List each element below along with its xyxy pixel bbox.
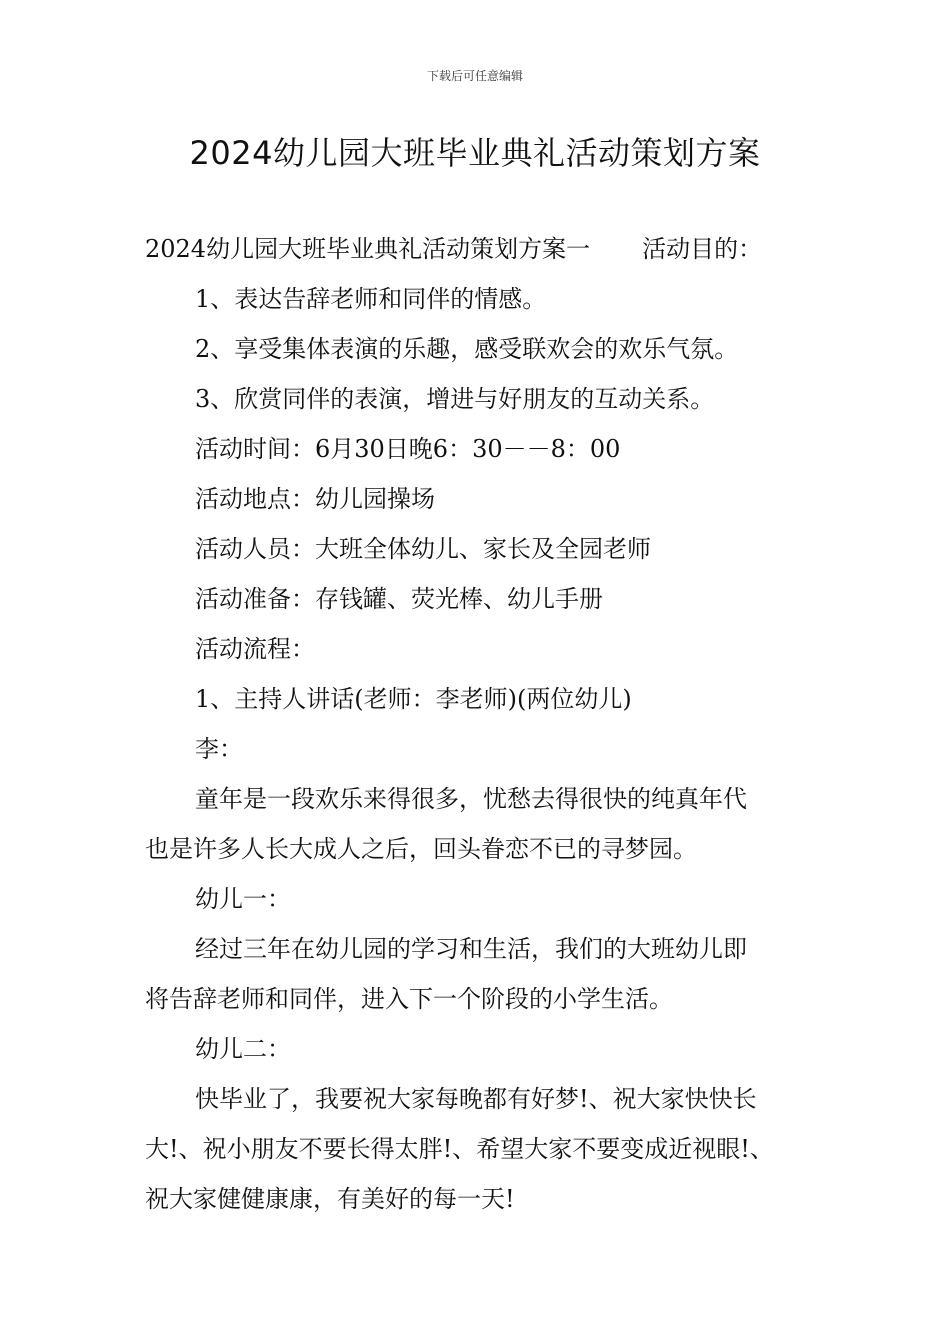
speaker-child-two: 幼儿二： [195,1035,291,1063]
host-speech-heading: 1、主持人讲话(老师：李老师)(两位幼儿) [195,685,632,713]
document-body [145,227,815,1227]
paragraph-line: 童年是一段欢乐来得很多，忧愁去得很快的纯真年代 [195,785,747,813]
activity-participants: 活动人员：大班全体幼儿、家长及全园老师 [195,535,651,563]
paragraph-line: 祝大家健健康康，有美好的每一天! [145,1185,515,1213]
intro-goal-heading: 活动目的： [642,235,763,263]
goal-item: 3、欣赏同伴的表演，增进与好朋友的互动关系。 [195,385,715,413]
paragraph-line: 将告辞老师和同伴，进入下一个阶段的小学生活。 [145,985,673,1013]
speaker-li: 李： [195,735,243,763]
activity-time: 活动时间：6月30日晚6：30－－8：00 [195,435,621,463]
intro-line [145,227,815,277]
paragraph-line: 大!、祝小朋友不要长得太胖!、希望大家不要变成近视眼!、 [145,1135,774,1163]
activity-preparation: 活动准备：存钱罐、荧光棒、幼儿手册 [195,585,603,613]
document-title: 2024幼儿园大班毕业典礼活动策划方案 [189,134,761,172]
paragraph-line: 快毕业了，我要祝大家每晚都有好梦!、祝大家快快长 [195,1085,757,1113]
speaker-child-one: 幼儿一： [195,885,291,913]
header-note: 下载后可任意编辑 [426,69,523,83]
activity-location: 活动地点：幼儿园操场 [195,485,435,513]
goal-item: 1、表达告辞老师和同伴的情感。 [195,285,547,313]
paragraph-line: 经过三年在幼儿园的学习和生活，我们的大班幼儿即 [195,935,747,963]
activity-process-heading: 活动流程： [195,635,315,663]
paragraph-line: 也是许多人长大成人之后，回头眷恋不已的寻梦园。 [145,835,697,863]
intro-plan-name: 2024幼儿园大班毕业典礼活动策划方案一 [145,235,591,263]
goal-item: 2、享受集体表演的乐趣，感受联欢会的欢乐气氛。 [195,335,739,363]
